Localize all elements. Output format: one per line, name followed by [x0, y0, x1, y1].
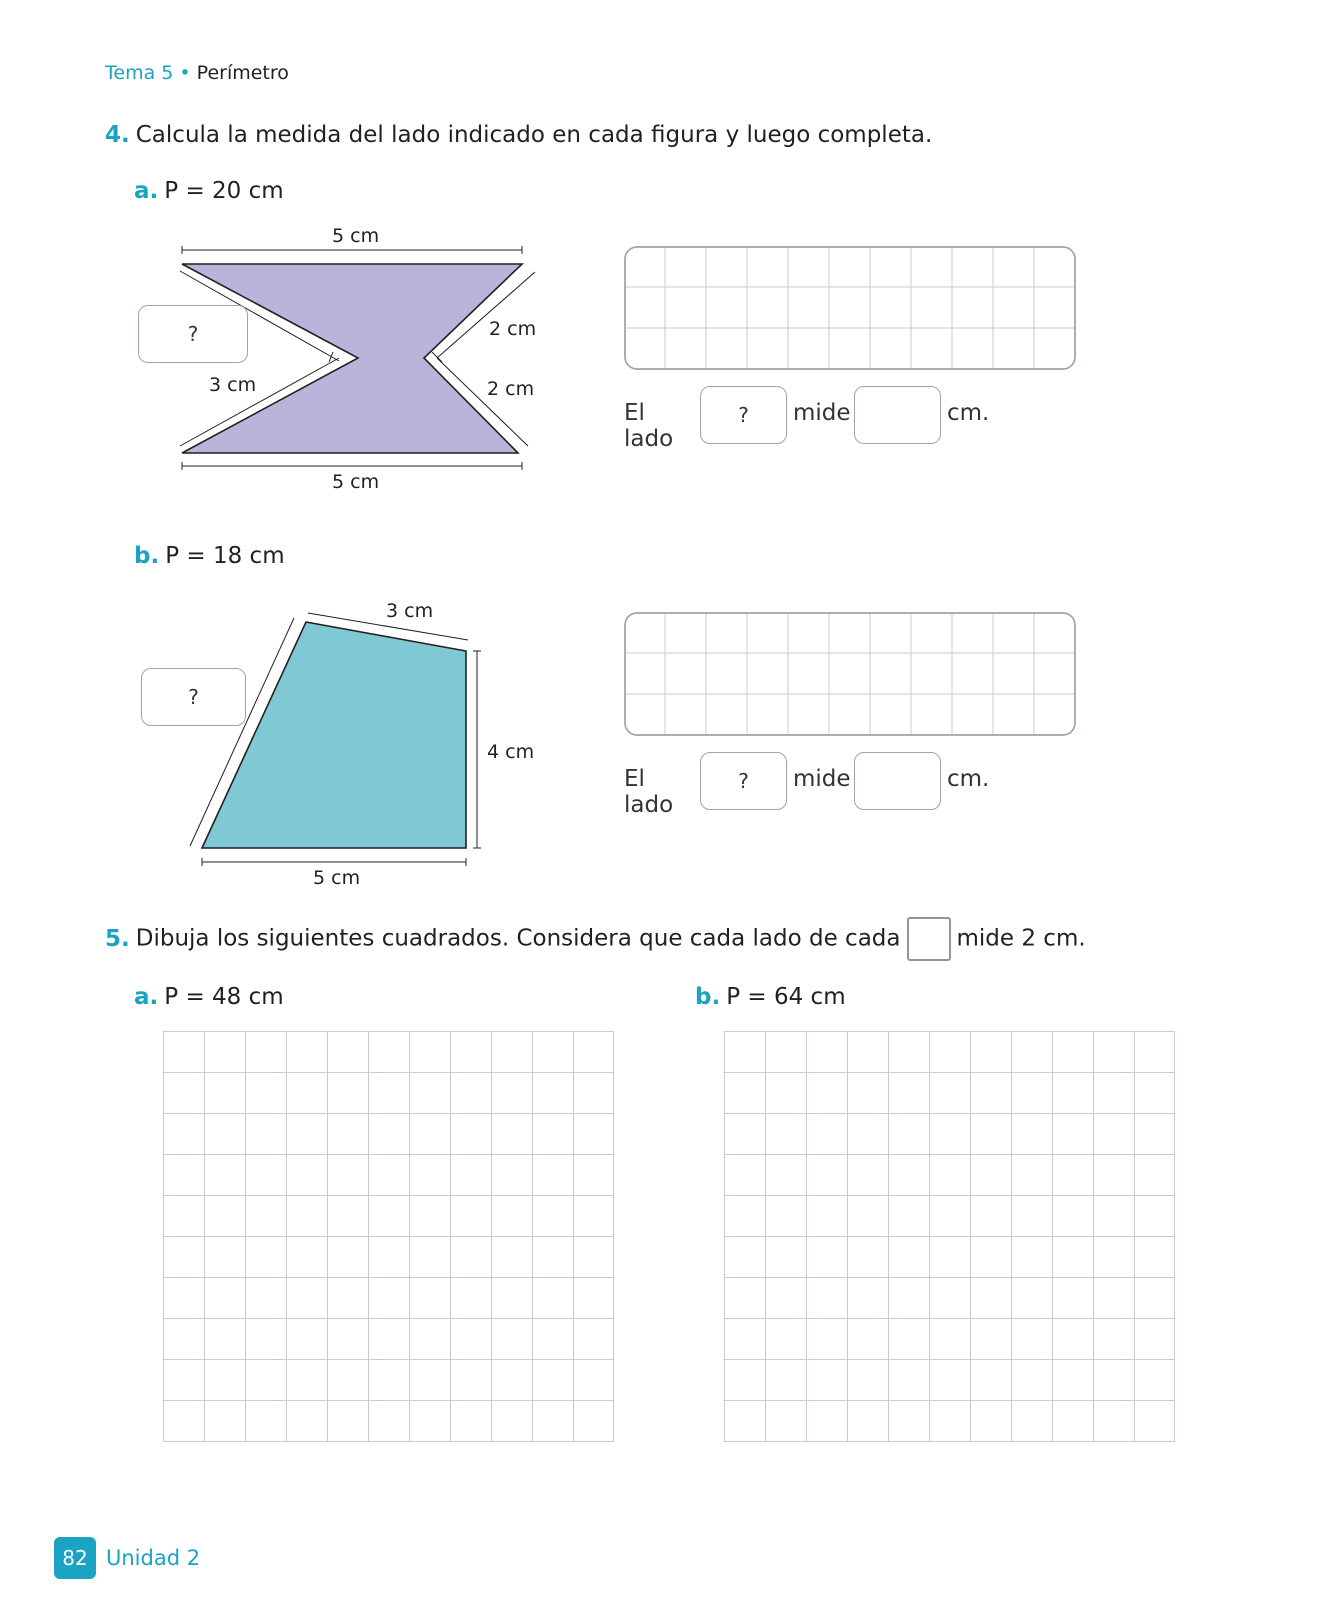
subject-label: Perímetro	[196, 62, 289, 84]
header-separator: •	[179, 62, 191, 84]
topic-label: Tema 5	[105, 62, 174, 84]
sentence-4b-mide: mide	[793, 766, 851, 792]
side-name-box-4a: ?	[700, 386, 787, 444]
item-5a-heading	[134, 984, 284, 1010]
question-5-title	[105, 917, 1086, 961]
sentence-4b-unit: cm.	[947, 766, 990, 792]
item-5b-heading	[695, 984, 846, 1010]
sentence-4a-el-lado: El lado	[624, 400, 674, 452]
sentence-4a-mide: mide	[793, 400, 851, 426]
sentence-4a-unit: cm.	[947, 400, 990, 426]
question-5-text-before: Dibuja los siguientes cuadrados. Considera que cada lado de cada	[135, 925, 901, 952]
sentence-4b-el-lado: El lado	[624, 766, 674, 818]
item-5a-perimeter: P = 48 cm	[164, 984, 284, 1010]
dim-label-4b-top: 3 cm	[386, 600, 434, 622]
dim-label-bottom: 5 cm	[332, 471, 380, 493]
drawing-grid-5b[interactable]	[724, 1031, 1176, 1447]
dim-label-4b-right: 4 cm	[487, 741, 535, 763]
dim-label-top: 5 cm	[332, 225, 380, 247]
work-grid-4b[interactable]	[624, 612, 1076, 740]
dim-label-4b-bottom: 5 cm	[313, 867, 361, 889]
figure-4b	[190, 613, 481, 866]
item-5a-label: a.	[134, 984, 159, 1010]
item-4b-perimeter: P = 18 cm	[165, 543, 285, 569]
unit-square-icon	[907, 917, 951, 961]
answer-box-4b[interactable]	[854, 752, 941, 810]
item-5b-perimeter: P = 64 cm	[726, 984, 846, 1010]
dim-label-right-upper: 2 cm	[489, 318, 537, 340]
answer-box-4a[interactable]	[854, 386, 941, 444]
dim-label-right-lower: 2 cm	[487, 378, 535, 400]
question-4-number: 4.	[105, 122, 130, 148]
item-4a-label: a.	[134, 178, 159, 204]
page-number: 82	[54, 1537, 96, 1579]
question-5-text-after: mide 2 cm.	[956, 925, 1086, 952]
dim-label-left-lower: 3 cm	[209, 374, 257, 396]
item-4b-label: b.	[134, 543, 160, 569]
side-name-box-4b: ?	[700, 752, 787, 810]
figure-4b-shape	[202, 622, 466, 848]
drawing-grid-5a[interactable]	[163, 1031, 615, 1447]
item-4b-heading	[134, 543, 285, 569]
question-4-text: Calcula la medida del lado indicado en cada figura y luego completa.	[135, 122, 933, 148]
work-grid-4a[interactable]	[624, 246, 1076, 374]
item-5b-label: b.	[695, 984, 721, 1010]
item-4a-perimeter: P = 20 cm	[164, 178, 284, 204]
question-5-number: 5.	[105, 925, 130, 952]
unknown-side-box-4b: ?	[141, 668, 246, 726]
unknown-side-box-4a: ?	[138, 305, 248, 363]
unit-label: Unidad 2	[106, 1546, 201, 1570]
